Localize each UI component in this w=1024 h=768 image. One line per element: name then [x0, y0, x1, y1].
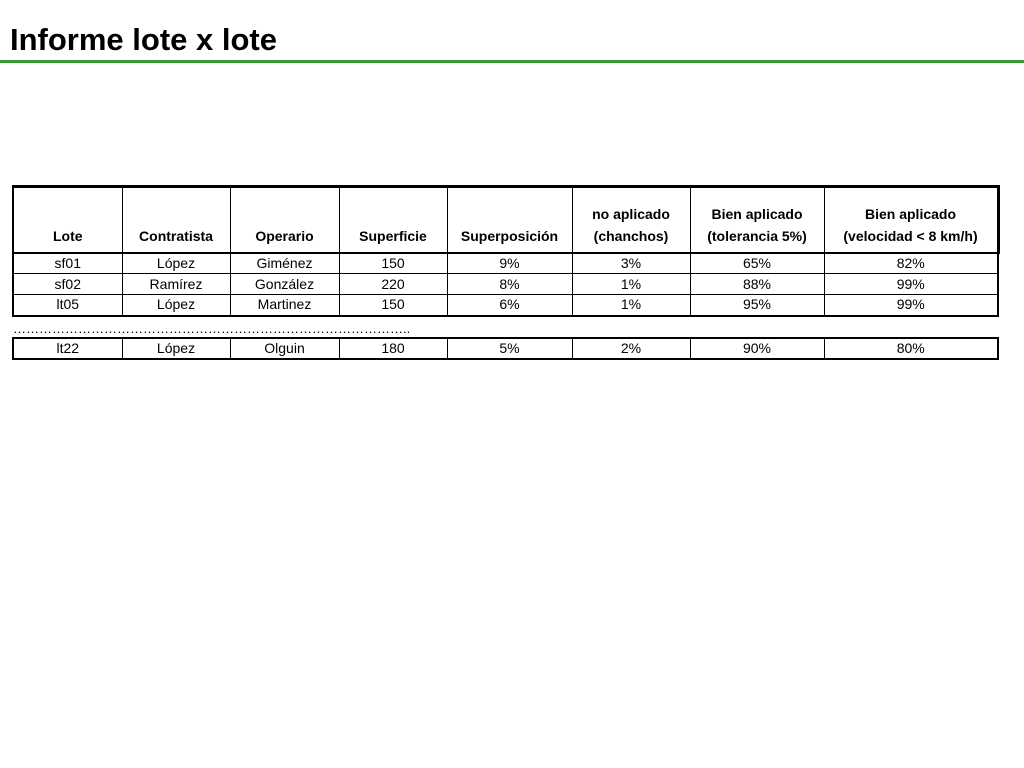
header-contratista [122, 187, 230, 253]
cell-superposicion: 9% [447, 253, 572, 274]
cell-contratista: López [122, 253, 230, 274]
cell-lote: sf01 [13, 253, 122, 274]
header-line2: Lote [52, 227, 83, 244]
header-line2: Superposición [460, 227, 559, 244]
table-row [13, 295, 998, 316]
table-header-row [13, 187, 998, 253]
header-line2: (velocidad < 8 km/h) [843, 227, 978, 244]
header-superposicion [447, 187, 572, 253]
cell-bien-aplicado-velocidad: 99% [824, 295, 998, 316]
header-superficie [339, 187, 447, 253]
cell-superficie: 150 [339, 295, 447, 316]
header-line2: (chanchos) [593, 227, 669, 244]
cell-contratista: López [122, 338, 230, 359]
cell-operario: Martinez [230, 295, 339, 316]
table-row [13, 338, 998, 359]
cell-bien-aplicado-tolerancia: 88% [690, 274, 824, 295]
header-line2: Contratista [139, 227, 213, 244]
ellipsis-separator: ……………………………………………………………………………….. [13, 320, 411, 336]
ellipsis-row [13, 316, 998, 338]
cell-superposicion: 6% [447, 295, 572, 316]
cell-superposicion: 5% [447, 338, 572, 359]
table-row [13, 274, 998, 295]
header-line1: Bien aplicado [711, 205, 803, 222]
cell-lote: lt05 [13, 295, 122, 316]
lot-report-table [12, 185, 1000, 360]
page-title: Informe lote x lote [10, 22, 277, 57]
cell-bien-aplicado-velocidad: 80% [824, 338, 998, 359]
header-line1: no aplicado [592, 205, 670, 222]
header-bien-aplicado-velocidad [824, 187, 998, 253]
cell-operario: Giménez [230, 253, 339, 274]
cell-lote: lt22 [13, 338, 122, 359]
cell-lote: sf02 [13, 274, 122, 295]
header-no-aplicado [572, 187, 690, 253]
cell-bien-aplicado-velocidad: 82% [824, 253, 998, 274]
header-line2: (tolerancia 5%) [707, 227, 807, 244]
cell-bien-aplicado-tolerancia: 90% [690, 338, 824, 359]
header-lote [13, 187, 122, 253]
title-underline [0, 60, 1024, 63]
header-line2: Operario [255, 227, 314, 244]
cell-superposicion: 8% [447, 274, 572, 295]
header-operario [230, 187, 339, 253]
cell-no-aplicado: 2% [572, 338, 690, 359]
cell-no-aplicado: 1% [572, 295, 690, 316]
cell-superficie: 220 [339, 274, 447, 295]
cell-superficie: 180 [339, 338, 447, 359]
header-line2: Superficie [359, 227, 427, 244]
cell-contratista: López [122, 295, 230, 316]
cell-contratista: Ramírez [122, 274, 230, 295]
cell-operario: González [230, 274, 339, 295]
cell-no-aplicado: 1% [572, 274, 690, 295]
cell-bien-aplicado-tolerancia: 95% [690, 295, 824, 316]
cell-bien-aplicado-velocidad: 99% [824, 274, 998, 295]
table-row [13, 253, 998, 274]
header-bien-aplicado-tolerancia [690, 187, 824, 253]
header-line1: Bien aplicado [864, 205, 957, 222]
cell-superficie: 150 [339, 253, 447, 274]
cell-no-aplicado: 3% [572, 253, 690, 274]
cell-bien-aplicado-tolerancia: 65% [690, 253, 824, 274]
cell-operario: Olguin [230, 338, 339, 359]
